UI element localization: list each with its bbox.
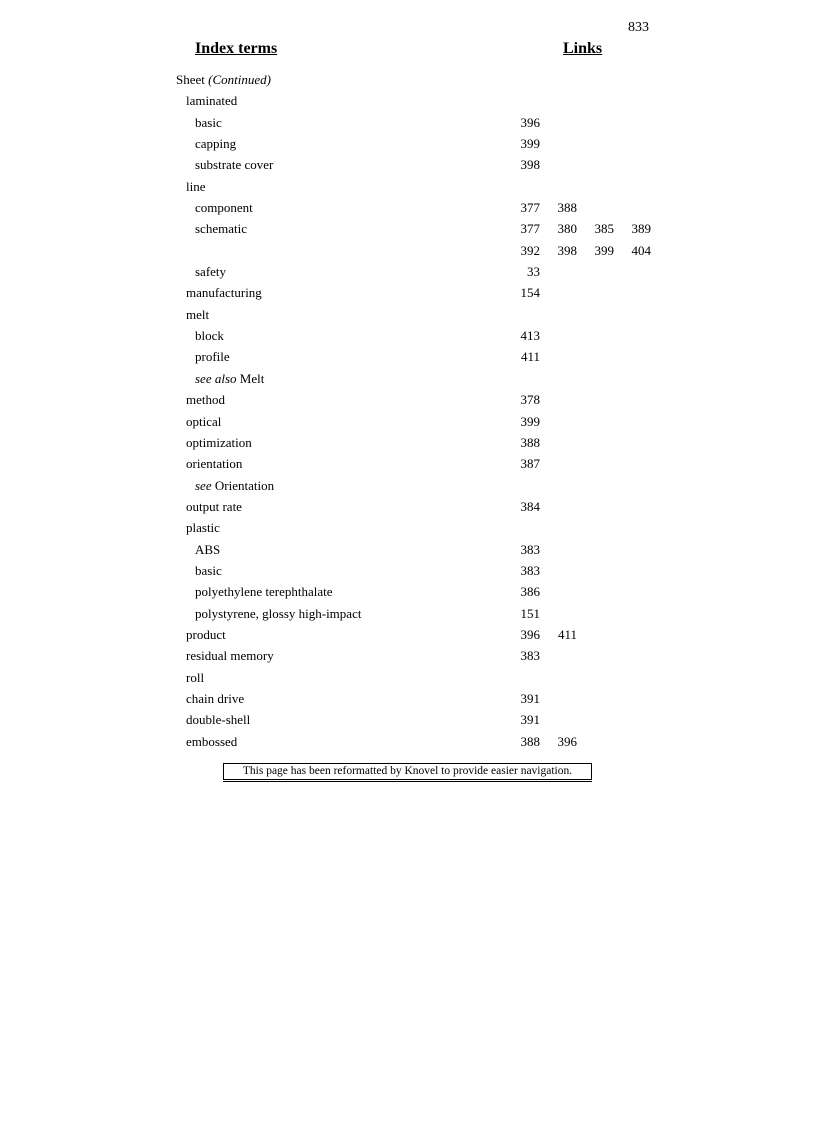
index-term-text: roll [186,669,205,685]
index-term [186,688,244,709]
index-entry-row [0,197,816,218]
index-term-text: product [186,626,226,642]
page-link[interactable]: 391 [520,690,540,706]
index-term [186,517,220,538]
index-term [195,581,333,602]
index-entry-row [0,90,816,111]
index-term [186,176,206,197]
index-term-text: ABS [195,541,221,557]
index-entry-row [0,667,816,688]
index-term [186,411,221,432]
index-term [186,496,242,517]
index-term-text: basic [195,562,222,578]
page-link[interactable]: 399 [520,413,540,429]
page-link[interactable]: 154 [520,285,540,301]
index-entry-row [0,645,816,666]
index-entry-row [0,731,816,752]
page-link[interactable]: 378 [520,392,540,408]
index-term [186,667,204,688]
page-link[interactable]: 389 [631,221,651,237]
page-link[interactable]: 33 [527,264,540,280]
index-term-text: Melt [239,370,265,386]
index-entry-row [0,282,816,303]
index-term-text: optimization [186,434,252,450]
index-term [195,133,236,154]
index-term-text: method [186,392,225,408]
page-number: 833 [628,20,649,35]
index-term [195,475,274,496]
index-entry-row [0,411,816,432]
index-term [186,90,237,111]
page-link[interactable]: 398 [557,242,577,258]
index-term-text: substrate cover [195,157,274,173]
index-term-text: line [186,178,206,194]
index-term [195,539,220,560]
index-term-text: plastic [186,520,220,536]
index-term [195,197,253,218]
index-term [195,603,361,624]
page-link[interactable]: 383 [520,562,540,578]
page-link[interactable]: 377 [520,200,540,216]
index-entry-row [0,453,816,474]
index-entry-row [0,346,816,367]
page-link[interactable]: 391 [520,712,540,728]
index-entry-row [0,517,816,538]
index-term-text: manufacturing [186,285,262,301]
page-link[interactable]: 396 [520,114,540,130]
index-term-text: block [195,328,224,344]
index-term [186,389,225,410]
index-term [186,432,252,453]
index-term-text: basic [195,114,222,130]
index-term [195,154,273,175]
index-terms-header: Index terms [195,40,278,57]
index-term-text: capping [195,136,237,152]
index-term-text: optical [186,413,222,429]
index-term [195,560,222,581]
page-link[interactable]: 392 [520,242,540,258]
page-link[interactable]: 396 [557,733,577,749]
index-term-text: polystyrene, glossy high-impact [195,605,362,621]
index-entry-row [0,112,816,133]
index-term-text: embossed [186,733,238,749]
links-header: Links [563,40,603,57]
index-entry-row [0,709,816,730]
index-entry-row [0,432,816,453]
index-entry-row [0,539,816,560]
page-link[interactable]: 399 [520,136,540,152]
page-link[interactable]: 413 [520,328,540,344]
page-link[interactable]: 399 [594,242,614,258]
page-link[interactable]: 411 [520,349,540,365]
page-link[interactable]: 383 [520,648,540,664]
index-entry-row [0,603,816,624]
knovel-reformat-note: This page has been reformatted by Knovel to provide easier navigation. [223,763,592,780]
index-term-text: Sheet [176,72,205,87]
index-term [195,218,247,239]
page-link[interactable]: 385 [594,221,614,237]
index-term [176,69,271,90]
cross-reference-prefix: see also [195,370,237,386]
index-entry-row [0,496,816,517]
index-term-text: laminated [186,93,238,109]
page-link[interactable]: 384 [520,498,540,514]
index-entry-row [0,389,816,410]
page-link[interactable]: 377 [520,221,540,237]
index-entry-row [0,624,816,645]
index-term [186,731,237,752]
index-term [186,645,274,666]
index-entry-row [0,475,816,496]
index-term [186,282,262,303]
index-entry-row [0,218,816,239]
index-entry-row [0,176,816,197]
index-entry-row [0,69,816,90]
continued-label: (Continued) [208,72,271,87]
index-entry-row [0,133,816,154]
index-entry-row [0,560,816,581]
index-entry-row [0,154,816,175]
page-link[interactable]: 388 [520,733,540,749]
page-link[interactable]: 380 [557,221,577,237]
page-link[interactable]: 388 [520,434,540,450]
index-entry-row [0,368,816,389]
page-link[interactable]: 404 [631,242,651,258]
index-term-text: chain drive [186,690,245,706]
index-entry-row [0,581,816,602]
index-term [195,261,226,282]
index-term [195,112,222,133]
index-term-text: residual memory [186,648,274,664]
index-term-text: orientation [186,456,243,472]
index-term-text: component [195,200,253,216]
index-term-text: schematic [195,221,247,237]
index-term [186,624,226,645]
page-link[interactable]: 151 [520,605,540,621]
index-term [195,325,224,346]
page-link[interactable]: 411 [557,626,577,642]
index-entry-row [0,304,816,325]
index-entry-row [0,688,816,709]
index-term-text: polyethylene terephthalate [195,584,333,600]
index-term-text: double-shell [186,712,251,728]
index-entry-row [0,261,816,282]
index-entries-list [0,69,816,752]
page-link[interactable]: 383 [520,541,540,557]
index-term-text: melt [186,306,210,322]
page-link[interactable]: 398 [520,157,540,173]
index-term [195,346,230,367]
index-term [186,453,242,474]
index-term-text: safety [195,264,227,280]
index-term [195,368,264,389]
index-term [186,709,250,730]
index-term-text: output rate [186,498,242,514]
index-entry-row [0,325,816,346]
cross-reference-prefix: see [195,477,212,493]
index-term-text: profile [195,349,230,365]
page-link[interactable]: 386 [520,584,540,600]
index-entry-row [0,240,816,261]
page-link[interactable]: 396 [520,626,540,642]
page-link[interactable]: 387 [520,456,540,472]
page-link[interactable]: 388 [557,200,577,216]
index-term [186,304,209,325]
index-term-text: Orientation [214,477,275,493]
